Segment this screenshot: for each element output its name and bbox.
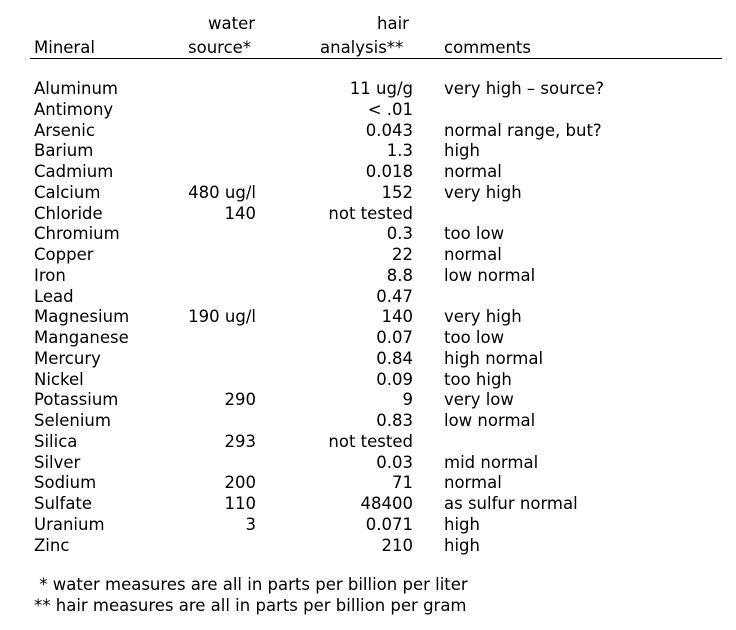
cell-mineral: Uranium: [34, 514, 105, 534]
cell-comment: normal: [444, 162, 502, 181]
table-row: [0, 266, 736, 287]
header-water-line2: source*: [188, 38, 252, 57]
cell-hair-analysis: 11 ug/g: [349, 79, 413, 98]
cell-water-source: 293: [224, 431, 256, 451]
table-row: [0, 536, 736, 557]
cell-water-source: 290: [224, 390, 256, 410]
cell-mineral: Lead: [34, 286, 74, 306]
cell-comment: high: [444, 514, 480, 534]
table-row: [0, 204, 736, 225]
table-row: [0, 411, 736, 432]
cell-comment: very high: [444, 182, 522, 202]
cell-hair-analysis: 152: [381, 182, 413, 202]
header-hair-line1: hair: [377, 14, 409, 33]
footnote-hair: ** hair measures are all in parts per billion per gram: [34, 596, 467, 615]
cell-hair-analysis: 48400: [360, 494, 413, 513]
table-row: [0, 245, 736, 266]
cell-hair-analysis: 0.018: [365, 162, 413, 181]
table-row: [0, 390, 736, 411]
cell-hair-analysis: 9: [402, 390, 413, 410]
cell-mineral: Silver: [34, 452, 81, 472]
cell-comment: low normal: [444, 265, 536, 285]
cell-comment: normal: [444, 473, 502, 493]
cell-mineral: Arsenic: [34, 120, 95, 140]
cell-hair-analysis: 0.03: [376, 452, 413, 472]
cell-hair-analysis: 71: [392, 473, 413, 493]
table-row: [0, 183, 736, 204]
cell-comment: normal: [444, 245, 502, 264]
cell-comment: mid normal: [444, 452, 539, 472]
table-row: [0, 515, 736, 536]
cell-water-source: 480 ug/l: [188, 182, 256, 202]
cell-water-source: 200: [224, 473, 256, 493]
cell-hair-analysis: 0.071: [365, 514, 413, 534]
cell-mineral: Nickel: [34, 369, 84, 389]
cell-mineral: Mercury: [34, 348, 101, 368]
cell-hair-analysis: 0.47: [376, 286, 413, 306]
cell-hair-analysis: 0.09: [376, 369, 413, 389]
table-row: [0, 494, 736, 515]
table-row: [0, 349, 736, 370]
cell-mineral: Manganese: [34, 328, 129, 347]
cell-hair-analysis: 0.84: [376, 348, 413, 368]
cell-mineral: Magnesium: [34, 307, 130, 327]
cell-comment: low normal: [444, 411, 536, 430]
mineral-table-body: [0, 79, 736, 556]
cell-comment: high normal: [444, 348, 544, 368]
cell-comment: high: [444, 535, 480, 555]
cell-hair-analysis: 0.3: [386, 224, 413, 244]
cell-hair-analysis: 0.07: [376, 328, 413, 347]
cell-mineral: Chromium: [34, 224, 120, 244]
cell-mineral: Selenium: [34, 411, 111, 430]
cell-hair-analysis: 140: [381, 307, 413, 327]
table-row: [0, 432, 736, 453]
cell-mineral: Sulfate: [34, 494, 93, 513]
cell-mineral: Sodium: [34, 473, 97, 493]
cell-comment: too low: [444, 328, 505, 347]
footnote-water: * water measures are all in parts per billion per liter: [34, 575, 468, 594]
cell-mineral: Potassium: [34, 390, 119, 410]
cell-mineral: Copper: [34, 245, 94, 264]
cell-mineral: Barium: [34, 141, 94, 161]
cell-hair-analysis: 8.8: [386, 265, 413, 285]
cell-comment: too low: [444, 224, 505, 244]
cell-hair-analysis: 1.3: [386, 141, 413, 161]
cell-comment: normal range, but?: [444, 120, 602, 140]
table-row: [0, 141, 736, 162]
cell-comment: very low: [444, 390, 514, 410]
cell-comment: high: [444, 141, 480, 161]
cell-mineral: Cadmium: [34, 162, 114, 181]
table-row: [0, 328, 736, 349]
cell-comment: very high – source?: [444, 79, 604, 98]
table-row: [0, 100, 736, 121]
cell-water-source: 3: [245, 514, 256, 534]
cell-water-source: 190 ug/l: [188, 307, 256, 327]
cell-hair-analysis: not tested: [328, 431, 413, 451]
cell-hair-analysis: 22: [392, 245, 413, 264]
header-mineral: Mineral: [34, 38, 95, 57]
cell-comment: too high: [444, 369, 512, 389]
cell-hair-analysis: 0.83: [376, 411, 413, 430]
cell-hair-analysis: 210: [381, 535, 413, 555]
table-row: [0, 473, 736, 494]
cell-comment: very high: [444, 307, 522, 327]
header-comments: comments: [444, 38, 531, 57]
cell-mineral: Iron: [34, 265, 66, 285]
table-row: [0, 453, 736, 474]
header-hair-line2: analysis**: [320, 38, 404, 57]
cell-hair-analysis: 0.043: [365, 120, 413, 140]
table-row: [0, 287, 736, 308]
table-row: [0, 121, 736, 142]
cell-mineral: Chloride: [34, 203, 103, 223]
table-row: [0, 370, 736, 391]
cell-water-source: 110: [224, 494, 256, 513]
cell-mineral: Calcium: [34, 182, 101, 202]
table-row: [0, 307, 736, 328]
cell-water-source: 140: [224, 203, 256, 223]
cell-hair-analysis: not tested: [328, 203, 413, 223]
cell-mineral: Antimony: [34, 99, 114, 119]
table-row: [0, 162, 736, 183]
header-divider: [30, 58, 722, 59]
cell-comment: as sulfur normal: [444, 494, 578, 513]
header-water-line1: water: [208, 14, 256, 33]
cell-mineral: Zinc: [34, 535, 70, 555]
cell-hair-analysis: < .01: [367, 99, 413, 119]
table-row: [0, 224, 736, 245]
cell-mineral: Silica: [34, 431, 78, 451]
table-row: [0, 79, 736, 100]
cell-mineral: Aluminum: [34, 79, 118, 98]
